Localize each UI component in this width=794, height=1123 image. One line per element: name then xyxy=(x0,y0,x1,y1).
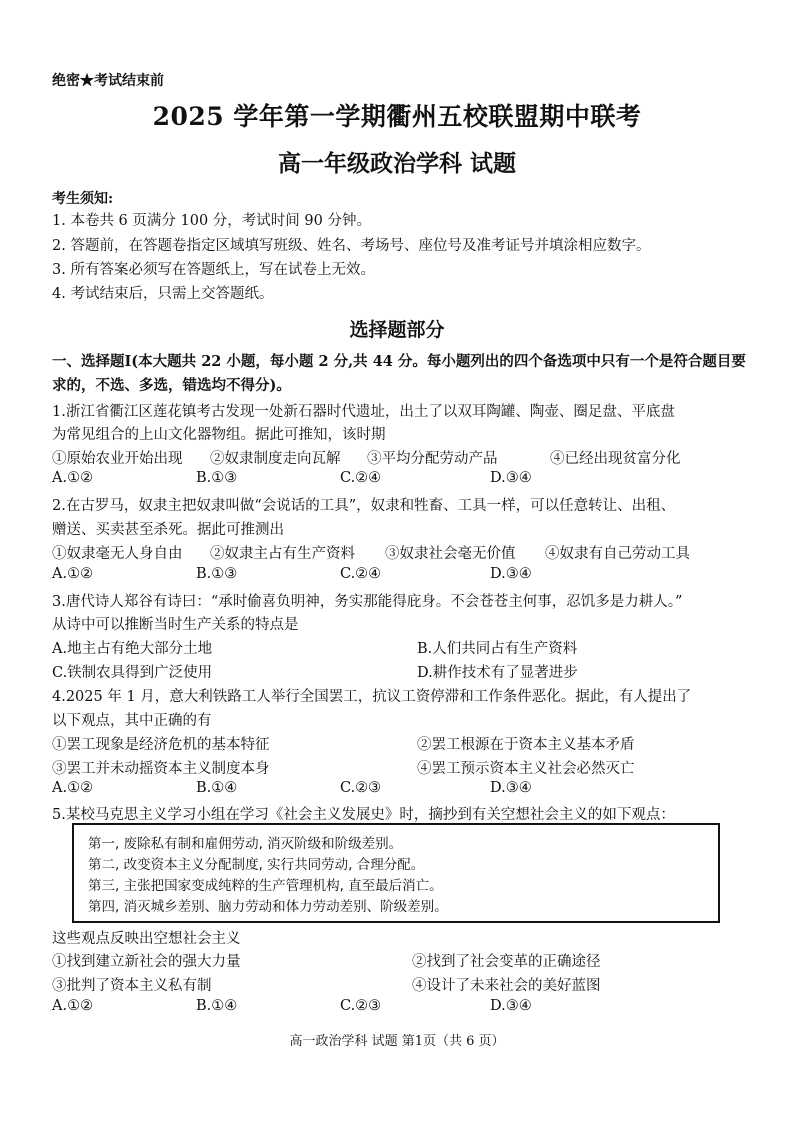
q3-option-d[interactable]: D.耕作技术有了显著进步 xyxy=(417,665,578,681)
q1-option-c[interactable]: C.②④ xyxy=(340,470,382,486)
section-title: 选择题部分 xyxy=(349,319,445,341)
q1-stem-line2: 为常见组合的上山文化器物组。据此可推知，该时期 xyxy=(52,427,386,443)
q1-stem-line1: 1.浙江省衢江区莲花镇考古发现一处新石器时代遗址，出土了以双耳陶罐、陶壶、圈足盘、平底盘 xyxy=(52,404,675,420)
q3-option-b[interactable]: B.人们共同占有生产资料 xyxy=(417,641,578,657)
q1-item-4: ④已经出现贫富分化 xyxy=(550,451,681,467)
q5-item-2: ②找到了社会变革的正确途径 xyxy=(412,954,601,970)
q2-option-d[interactable]: D.③④ xyxy=(490,566,532,582)
quote-line: 第四, 消灭城乡差别、脑力劳动和体力劳动差别、阶级差别。 xyxy=(88,899,448,915)
q2-item-2: ②奴隶主占有生产资料 xyxy=(210,546,355,562)
q2-stem-line2: 赠送、买卖甚至杀死。据此可推测出 xyxy=(52,522,284,538)
q3-stem-line2: 从诗中可以推断当时生产关系的特点是 xyxy=(52,617,299,633)
q5-item-1: ①找到建立新社会的强大力量 xyxy=(52,954,241,970)
q5-item-3: ③批判了资本主义私有制 xyxy=(52,978,212,994)
q2-option-a[interactable]: A.①② xyxy=(52,566,94,582)
q2-stem-line1: 2.在古罗马，奴隶主把奴隶叫做“会说话的工具”，奴隶和牲畜、工具一样，可以任意转让、出租、 xyxy=(52,498,676,514)
q2-item-3: ③奴隶社会毫无价值 xyxy=(385,546,516,562)
q4-item-2: ②罢工根源在于资本主义基本矛盾 xyxy=(417,737,635,753)
quote-line: 第三, 主张把国家变成纯粹的生产管理机构, 直至最后消亡。 xyxy=(88,878,443,894)
q2-item-1: ①奴隶毫无人身自由 xyxy=(52,546,183,562)
q5-stem-line2: 这些观点反映出空想社会主义 xyxy=(52,931,241,947)
exam-title: 2025 学年第一学期衢州五校联盟期中联考 xyxy=(152,102,642,131)
q5-stem-line1: 5.某校马克思主义学习小组在学习《社会主义发展史》时，摘抄到有关空想社会主义的如下观点： xyxy=(52,807,675,823)
q4-item-4: ④罢工预示资本主义社会必然灭亡 xyxy=(417,761,635,777)
q4-item-1: ①罢工现象是经济危机的基本特征 xyxy=(52,737,270,753)
quote-line: 第一, 废除私有制和雇佣劳动, 消灭阶级和阶级差别。 xyxy=(88,836,403,852)
note-item: 4. 考试结束后，只需上交答题纸。 xyxy=(52,286,274,302)
page-footer: 高一政治学科 试题 第1页（共 6 页） xyxy=(289,1034,505,1049)
q5-option-c[interactable]: C.②③ xyxy=(340,998,382,1014)
q5-option-b[interactable]: B.①④ xyxy=(196,998,238,1014)
q4-option-d[interactable]: D.③④ xyxy=(490,780,532,796)
q5-option-a[interactable]: A.①② xyxy=(52,998,94,1014)
note-item: 1. 本卷共 6 页满分 100 分，考试时间 90 分钟。 xyxy=(52,213,371,229)
part-heading: 一、选择题Ⅰ(本大题共 22 小题，每小题 2 分,共 44 分。每小题列出的四个备选项中只有一个是符合题目要求的，不选、多选，错选均不得分)。 xyxy=(52,353,746,394)
q2-option-c[interactable]: C.②④ xyxy=(340,566,382,582)
q4-stem-line2: 以下观点，其中正确的有 xyxy=(52,713,212,729)
q4-option-c[interactable]: C.②③ xyxy=(340,780,382,796)
notes-heading: 考生须知: xyxy=(52,191,114,207)
q2-item-4: ④奴隶有自己劳动工具 xyxy=(545,546,690,562)
q5-item-4: ④设计了未来社会的美好蓝图 xyxy=(412,978,601,994)
quote-line: 第二, 改变资本主义分配制度, 实行共同劳动, 合理分配。 xyxy=(88,857,425,873)
exam-subtitle: 高一年级政治学科 试题 xyxy=(277,150,516,177)
note-item: 2. 答题前，在答题卷指定区域填写班级、姓名、考场号、座位号及准考证号并填涂相应数字。 xyxy=(52,238,651,254)
q2-option-b[interactable]: B.①③ xyxy=(196,566,238,582)
q4-option-b[interactable]: B.①④ xyxy=(196,780,238,796)
q4-option-a[interactable]: A.①② xyxy=(52,780,94,796)
q1-option-d[interactable]: D.③④ xyxy=(490,470,532,486)
q4-item-3: ③罢工并未动摇资本主义制度本身 xyxy=(52,761,270,777)
q1-item-2: ②奴隶制度走向瓦解 xyxy=(210,451,341,467)
q3-option-a[interactable]: A.地主占有绝大部分土地 xyxy=(52,641,213,657)
q4-stem-line1: 4.2025 年 1 月，意大利铁路工人举行全国罢工，抗议工资停滞和工作条件恶化。据此，有人提出了 xyxy=(52,689,692,705)
q3-stem-line1: 3.唐代诗人郑谷有诗曰：“承时偷喜负明神，务实那能得庇身。不会苍苍主何事，忍饥多是力耕人。” xyxy=(52,594,683,610)
q1-option-b[interactable]: B.①③ xyxy=(196,470,238,486)
q1-item-3: ③平均分配劳动产品 xyxy=(367,451,498,467)
q5-option-d[interactable]: D.③④ xyxy=(490,998,532,1014)
q1-option-a[interactable]: A.①② xyxy=(52,470,94,486)
confidential-mark: 绝密★考试结束前 xyxy=(52,73,164,89)
note-item: 3. 所有答案必须写在答题纸上，写在试卷上无效。 xyxy=(52,262,375,278)
q3-option-c[interactable]: C.铁制农具得到广泛使用 xyxy=(52,665,213,681)
q1-item-1: ①原始农业开始出现 xyxy=(52,451,183,467)
